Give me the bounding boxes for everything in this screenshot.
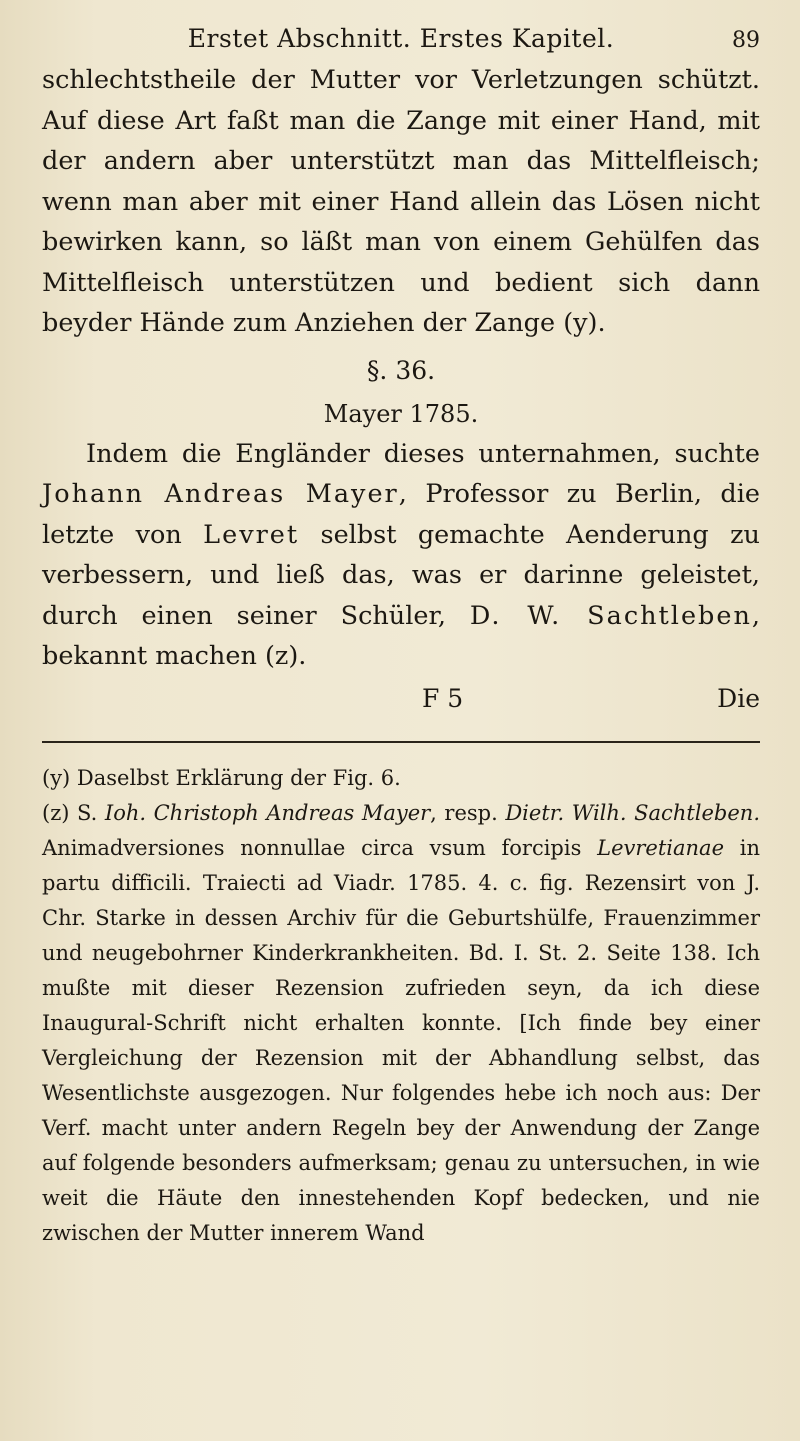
paragraph-2-end: , bekannt machen (z). bbox=[42, 600, 761, 671]
catchword: Die bbox=[717, 683, 760, 713]
footnote-z-author: Ioh. Christoph Andreas Mayer bbox=[104, 800, 431, 825]
paragraph-2-start: Indem die Engländer dieses unternahmen, suchte bbox=[86, 438, 760, 469]
person-name-levret: Levret bbox=[203, 519, 300, 550]
page-header bbox=[42, 10, 760, 60]
page-number: 89 bbox=[732, 28, 760, 53]
paragraph-1: schlechtstheile der Mutter vor Verletzungen schützt. Auf diese Art faßt man die Zange mit einer Hand, mit der andern aber unterstützt man das Mittelfleisch; wenn man aber mit einer Hand allein das Lösen nicht bewirken kann, so läßt man von einem Gehülfen das Mittelfleisch unterstützen und bedient sich dann beyder Hände zum Anziehen der Zange (y). bbox=[42, 65, 760, 338]
paragraph-2-mid: , Professor zu Berlin, die letzte von bbox=[42, 479, 760, 550]
footnote-z-respondent: Dietr. Wilh. Sachtleben. bbox=[505, 800, 760, 825]
main-text bbox=[42, 60, 760, 719]
signature-mark: F 5 bbox=[422, 683, 464, 713]
person-name-mayer: Johann Andreas Mayer bbox=[42, 479, 399, 509]
footnote-z bbox=[42, 796, 760, 1251]
footnote-y: (y) Daselbst Erklärung der Fig. 6. bbox=[42, 765, 401, 790]
paragraph-2 bbox=[42, 434, 760, 677]
paragraph-2-mid2: selbst gemachte Aenderung zu verbessern, und ließ das, was er darinne geleistet, durch einen seiner Schüler, bbox=[42, 519, 760, 631]
section-number: §. 36. bbox=[366, 355, 436, 385]
footnotes bbox=[42, 761, 760, 1251]
footnote-divider bbox=[42, 741, 760, 743]
page-footer-line bbox=[42, 679, 760, 719]
running-title: Erstet Abschnitt. Erstes Kapitel. bbox=[187, 24, 615, 53]
footnote-z-title: Animadversiones nonnullae circa vsum forcipis bbox=[42, 835, 598, 860]
footnote-z-lead: (z) S. bbox=[42, 800, 105, 825]
footnote-z-rest: in partu difficili. Traiecti ad Viadr. 1785. 4. c. fig. Rezensirt von J. Chr. Starke in dessen Archiv für die Geburtshülfe, Frauenzimmer und neugebohrner Kinderkrankheiten. Bd. I. St. 2. Seite 138. Ich mußte mit dieser Rezension zufrieden seyn, da ich diese Inaugural-Schrift nicht erhalten konnte. [Ich finde bey einer Vergleichung der Rezension mit der Abhandlung selbst, das Wesentlichste ausgezogen. Nur folgendes hebe ich noch aus: Der Verf. macht unter andern Regeln bey der Anwendung der Zange auf folgende besonders aufmerksam; genau zu untersuchen, in wie weit die Häute den innestehenden Kopf bedecken, und nie zwischen der Mutter innerem Wand bbox=[42, 835, 760, 1245]
person-name-sachtleben: D. W. Sachtleben bbox=[469, 600, 752, 631]
footnote-z-resp: , resp. bbox=[430, 800, 506, 825]
footnote-z-levretianae: Levretianae bbox=[597, 835, 724, 860]
section-source: Mayer 1785. bbox=[323, 399, 479, 428]
